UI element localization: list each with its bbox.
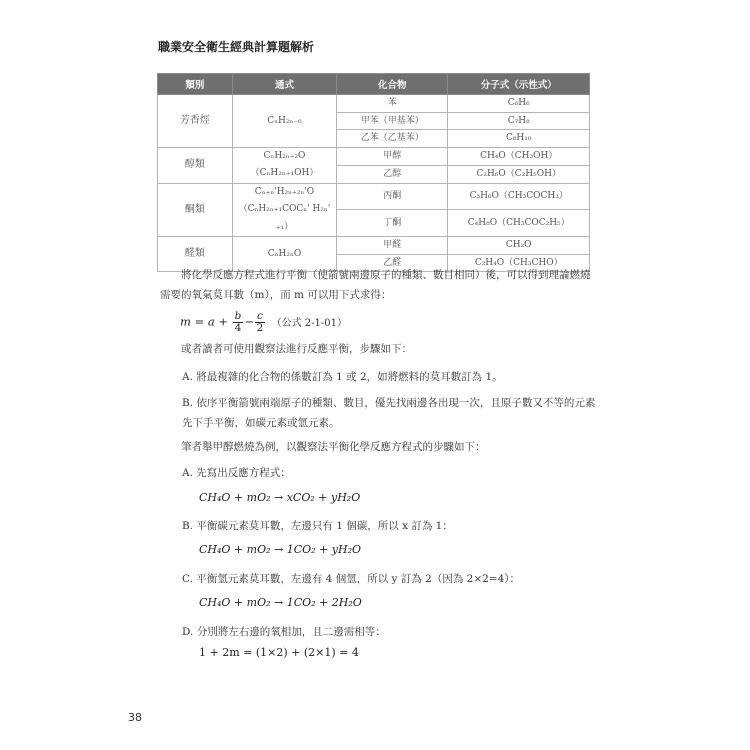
step-b: B. 依序平衡箭號兩端原子的種類、數目，優先找兩邊各出現一次，且原子數又不等的元素先下手平衡，如碳元素或氫元素。 <box>182 397 596 429</box>
equation-a: CH₄O + mO₂ → xCO₂ + yH₂O <box>199 491 361 504</box>
category-cell: 醇類 <box>158 147 233 183</box>
table-row <box>158 183 590 210</box>
fraction-numerator: b <box>234 310 242 322</box>
example-step-b: B. 平衡碳元素莫耳數，左邊只有 1 個碳，所以 x 訂為 1： <box>182 520 453 532</box>
general-formula-line: （CₙH₂ₙ₊₁OH） <box>250 168 319 178</box>
formula-lhs: m = a + <box>180 314 228 329</box>
general-formula-line: （CₙH₂ₙ₊₁COCₙ' H₂ₙ' ₊₁） <box>238 204 331 232</box>
general-formula-cell <box>232 147 336 183</box>
compound-cell: 丁酮 <box>337 210 448 237</box>
category-cell: 醛類 <box>158 237 233 272</box>
fraction-c-over-2 <box>255 311 265 334</box>
table-row <box>158 147 590 165</box>
category-cell: 芳香烴 <box>158 95 233 148</box>
paragraph-intro: 將化學反應方程式進行平衡（使箭號兩邊原子的種類、數目相同）後，可以得到理論燃燒需要的氧氣莫耳數（m），而 m 可以用下式求得： <box>160 269 591 301</box>
compound-cell: 甲醇 <box>337 147 448 165</box>
general-formula-cell: CₙH₂ₙO <box>232 237 336 272</box>
compound-cell: 乙醇 <box>337 165 448 183</box>
molecular-formula-cell: C₆H₆ <box>448 95 590 113</box>
paragraph-example: 筆者舉甲醇燃燒為例，以觀察法平衡化學反應方程式的步驟如下： <box>181 441 486 453</box>
column-header: 通式 <box>232 74 336 95</box>
equation-c: CH₄O + mO₂ → 1CO₂ + 2H₂O <box>199 596 362 609</box>
molecular-formula-cell: C₇H₈ <box>448 112 590 130</box>
table-row <box>158 95 590 113</box>
step-a: A. 將最複雜的化合物的係數訂為 1 或 2，如將燃料的莫耳數訂為 1。 <box>182 371 503 383</box>
molecular-formula-cell: C₄H₈O（CH₃COC₂H₅） <box>448 210 590 237</box>
fraction-denominator: 4 <box>234 322 242 334</box>
running-header: 職業安全衛生經典計算題解析 <box>158 40 315 54</box>
compound-cell: 甲苯（甲基苯） <box>337 112 448 130</box>
table-row <box>158 237 590 255</box>
example-step-d: D. 分別將左右邊的氧相加，且二邊需相等： <box>182 626 386 638</box>
molecular-formula-cell: C₃H₆O（CH₃COCH₃） <box>448 183 590 210</box>
molecular-formula-cell: C₈H₁₀ <box>448 130 590 148</box>
compound-cell: 苯 <box>337 95 448 113</box>
column-header: 分子式（示性式） <box>448 74 590 95</box>
molecular-formula-cell: C₂H₆O（C₂H₅OH） <box>448 165 590 183</box>
equation-b: CH₄O + mO₂ → 1CO₂ + yH₂O <box>199 543 362 556</box>
general-formula-line: Cₙ₊ₙ'H₂ₙ₊₂ₙ'O <box>254 186 315 197</box>
fraction-denominator: 2 <box>256 322 264 334</box>
example-step-a: A. 先寫出反應方程式： <box>182 467 291 479</box>
general-formula-line: CₙH₂ₙ₊₂O <box>263 150 306 161</box>
molecular-formula-cell: CH₄O（CH₃OH） <box>448 147 590 165</box>
compound-cell: 丙酮 <box>337 183 448 210</box>
compound-cell: 甲醛 <box>337 237 448 255</box>
molecular-formula-cell: CH₂O <box>448 237 590 255</box>
general-formula-cell <box>232 183 336 237</box>
compound-cell: 乙醛 <box>337 254 448 272</box>
fraction-b-over-4 <box>233 311 244 334</box>
molecular-formula-cell: C₂H₄O（CH₃CHO） <box>448 254 590 272</box>
column-header: 化合物 <box>337 74 448 95</box>
table-header-row <box>158 74 590 95</box>
equation-d: 1 + 2m = (1×2) + (2×1) = 4 <box>199 646 359 659</box>
oxygen-mole-formula: m = a + $\frac{b}{4}$ − $\frac{c}{2}$ （公式 2-1-01） <box>180 310 347 334</box>
hydrocarbon-table <box>157 73 590 272</box>
paragraph-observation: 或者讀者可使用觀察法進行反應平衡，步驟如下： <box>181 343 412 355</box>
compound-cell: 乙苯（乙基苯） <box>337 130 448 148</box>
formula-label: （公式 2-1-01） <box>271 317 347 329</box>
category-cell: 酮類 <box>158 183 233 237</box>
example-step-c: C. 平衡氫元素莫耳數，左邊有 4 個氫，所以 y 訂為 2（因為 2×2=4）： <box>182 573 521 585</box>
fraction-numerator: c <box>257 310 263 322</box>
general-formula-cell: CₙH₂ₙ₋₆ <box>232 95 336 148</box>
column-header: 類別 <box>158 74 233 95</box>
page-number: 38 <box>128 711 142 724</box>
